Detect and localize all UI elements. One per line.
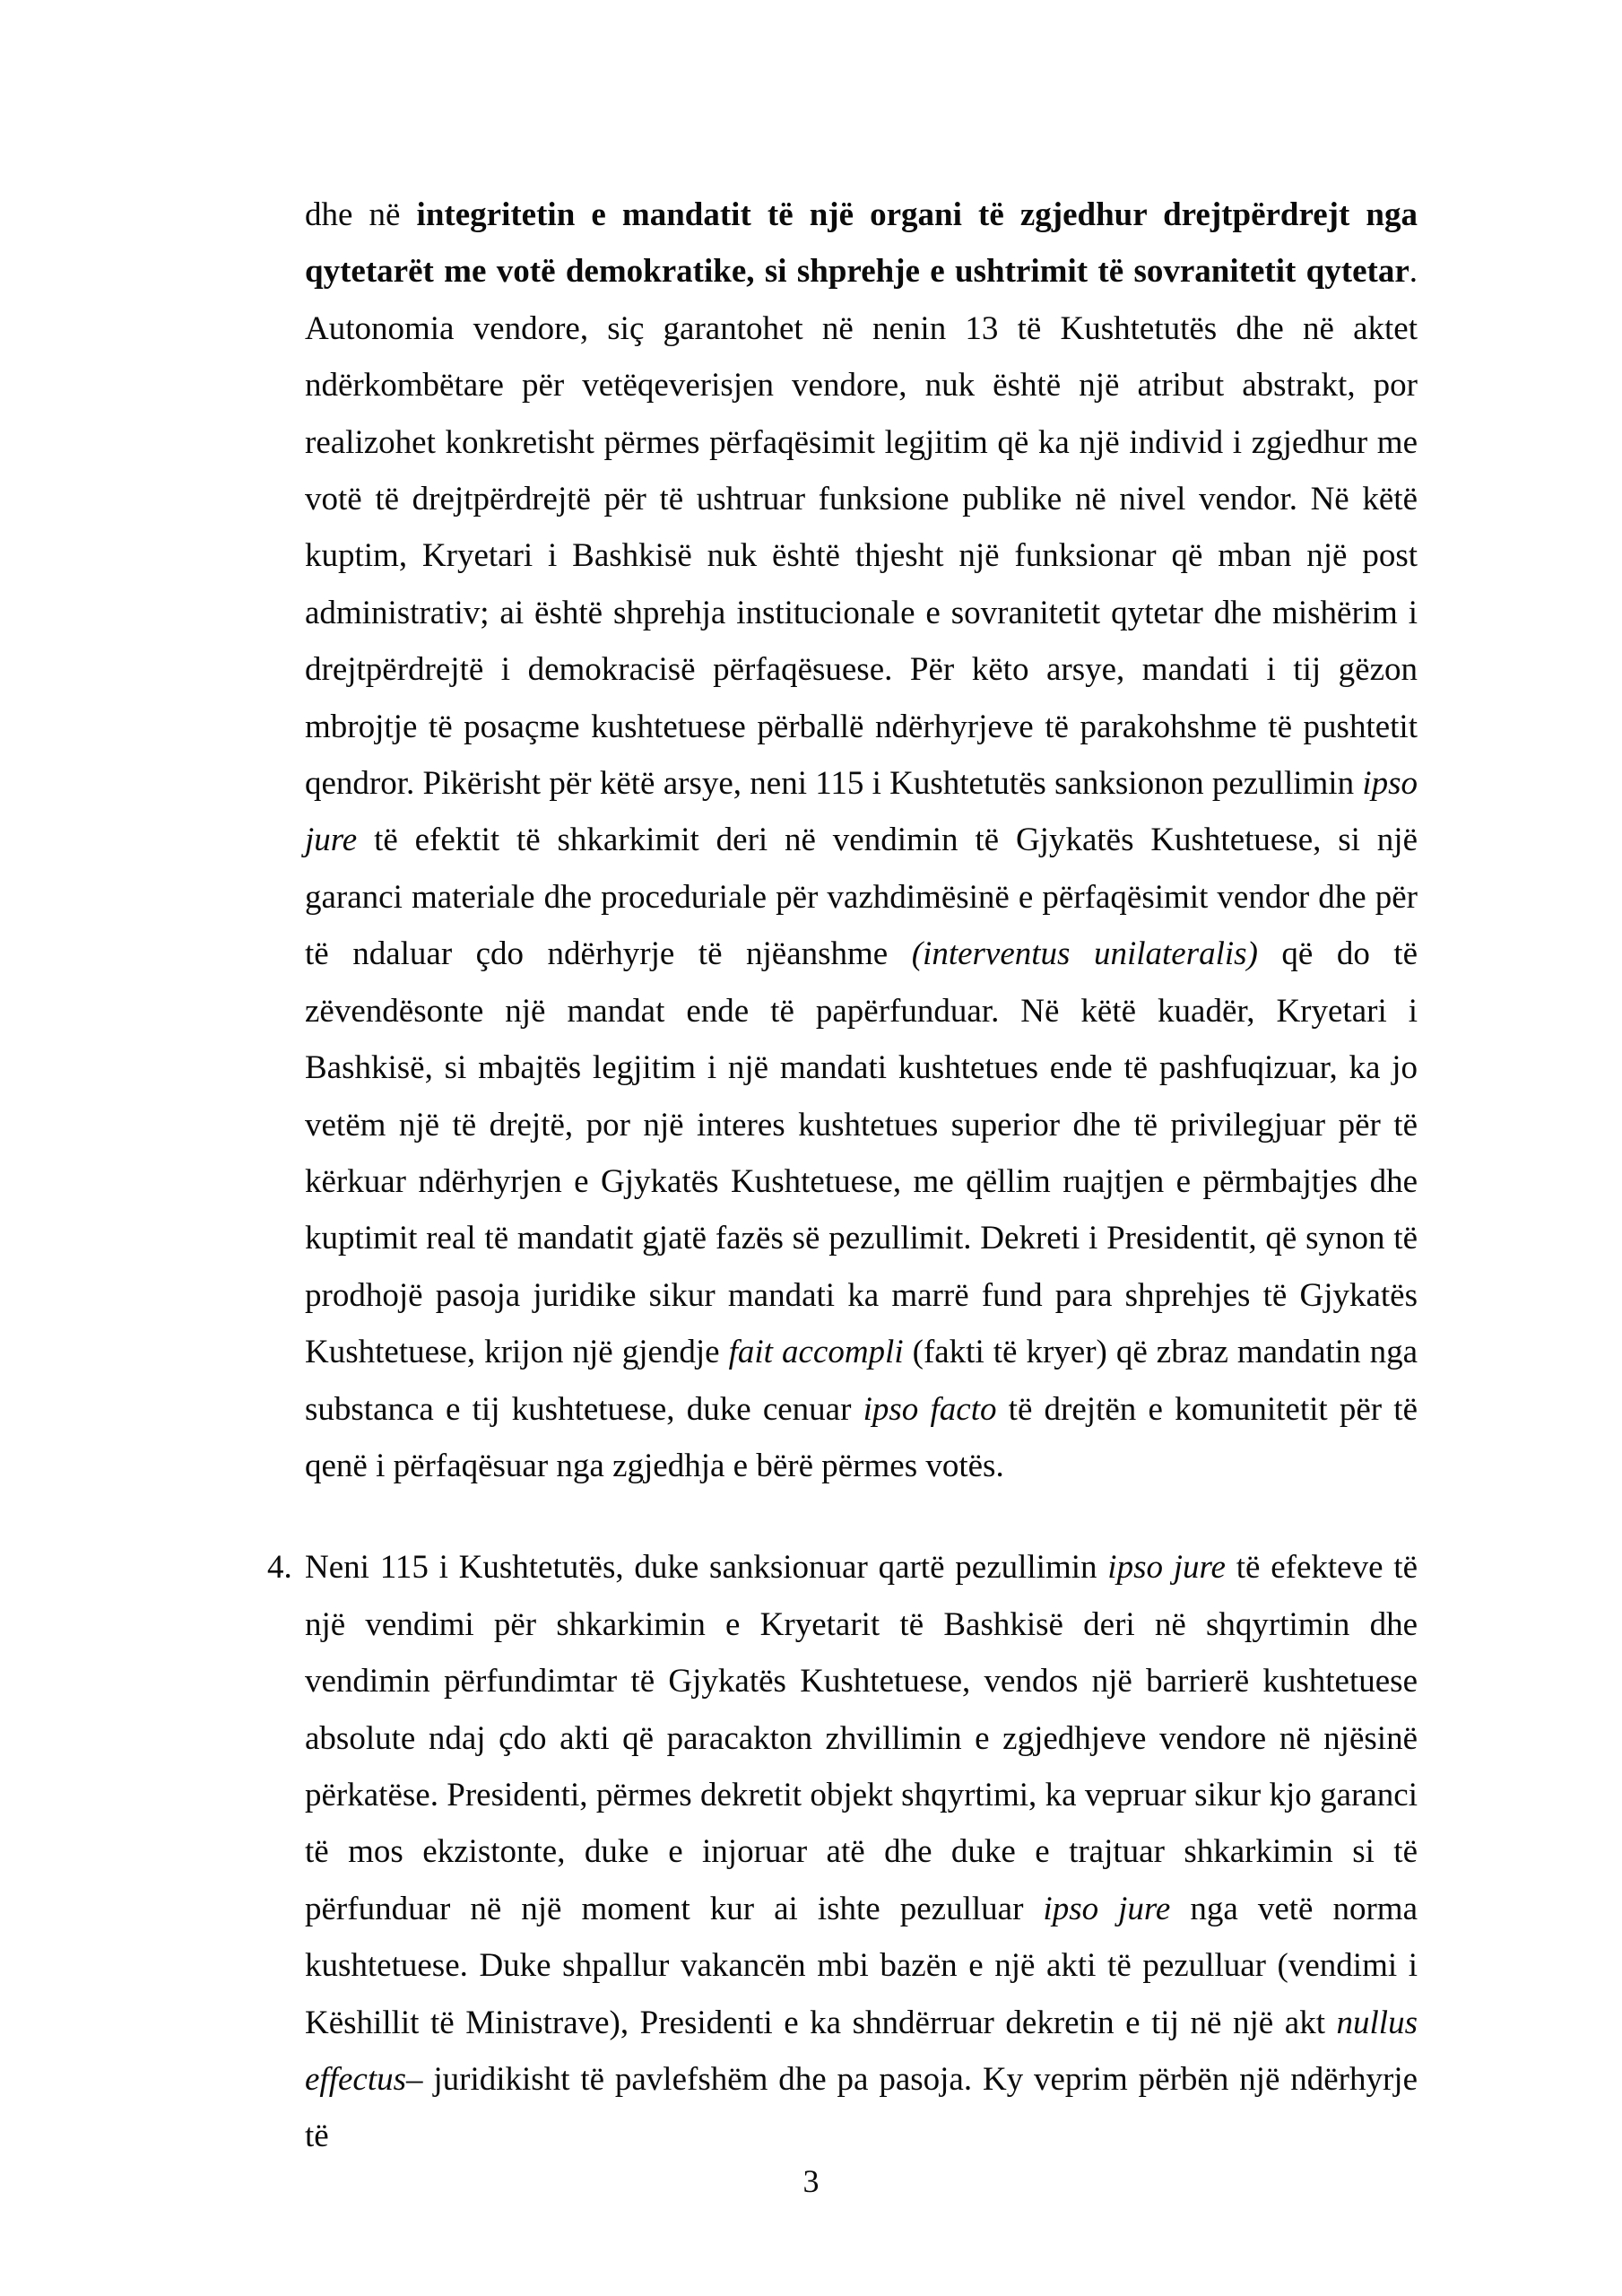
text-run-normal: Neni 115 i Kushtetutës, duke sanksionuar qartë pezullimin bbox=[305, 1549, 1108, 1587]
text-run-italic: ipso jure bbox=[305, 765, 1418, 859]
text-run-normal: dhe në bbox=[305, 196, 417, 233]
text-run-italic: ipso jure bbox=[1107, 1549, 1226, 1587]
item-number: 4. bbox=[267, 1549, 292, 1587]
text-run-normal: të drejtën e komunitetit për të qenë i përfaqësuar nga zgjedhja e bërë përmes votës. bbox=[305, 1390, 1418, 1484]
text-run-normal: që do të zëvendësonte një mandat ende të papërfunduar. Në këtë kuadër, Kryetari i Bashkisë, si mbajtës legjitim i një mandati kushtetues ende të pashfuqizuar, ka jo vetëm një të drejtë, por një interes kushtetues superior dhe të privilegjuar për të kërkuar ndërhyrjen e Gjykatës Kushtetuese, me qëllim ruajtjen e përmbajtjes dhe kuptimit real të mandatit gjatë fazës së pezullimit. Dekreti i Presidentit, që synon të prodhojë pasoja juridike sikur mandati ka marrë fund para shprehjes të Gjykatës Kushtetuese, krijon një gjendje bbox=[305, 935, 1418, 1371]
page-number: 3 bbox=[802, 2163, 820, 2199]
text-block bbox=[267, 187, 1418, 2165]
text-run-normal: të efektit të shkarkimit deri në vendimin të Gjykatës Kushtetuese, si një garanci materiale dhe proceduriale për vazhdimësinë e përfaqësimit vendor dhe për të ndaluar çdo ndërhyrje të njëanshme bbox=[305, 822, 1418, 973]
paragraph-text bbox=[305, 1549, 1418, 2154]
text-run-italic: (interventus unilateralis) bbox=[911, 935, 1258, 973]
text-run-bold: integritetin e mandatit të një organi të zgjedhur drejtpërdrejt nga qytetarët me votë demokratike, si shprehje e ushtrimit të sovranitetit qytetar bbox=[305, 196, 1418, 291]
text-run-italic: nullus effectus bbox=[305, 2004, 1418, 2098]
paragraph-continuation bbox=[305, 187, 1418, 1494]
text-run-italic: ipso facto bbox=[863, 1390, 997, 1428]
text-run-normal: të efekteve të një vendimi për shkarkimin e Kryetarit të Bashkisë deri në shqyrtimin dhe vendimin përfundimtar të Gjykatës Kushtetuese, vendos një barrierë kushtetuese absolute ndaj çdo akti që paracakton zhvillimin e zgjedhjeve vendore në njësinë përkatëse. Presidenti, përmes dekretit objekt shqyrtimi, ka vepruar sikur kjo garanci të mos ekzistonte, duke e injoruar atë dhe duke e trajtuar shkarkimin si të përfunduar në një moment kur ai ishte pezulluar bbox=[305, 1549, 1418, 1927]
text-run-italic: ipso jure bbox=[1043, 1890, 1171, 1927]
text-run-normal: – juridikisht të pavlefshëm dhe pa pasoja. Ky veprim përbën një ndërhyrje të bbox=[305, 2061, 1418, 2155]
text-run-normal: nga vetë norma kushtetuese. Duke shpallur vakancën mbi bazën e një akti të pezulluar (vendimi i Këshillit të Ministrave), Presidenti e ka shndërruar dekretin e tij në një akt bbox=[305, 1890, 1418, 2041]
paragraph-item-4 bbox=[267, 1539, 1418, 2164]
text-run-italic: fait accompli bbox=[728, 1334, 904, 1371]
text-run-normal: (fakti të kryer) që zbraz mandatin nga substanca e tij kushtetuese, duke cenuar bbox=[305, 1334, 1418, 1428]
text-run-normal: . Autonomia vendore, siç garantohet në nenin 13 të Kushtetutës dhe në aktet ndërkombëtare për vetëqeverisjen vendore, nuk është një atribut abstrakt, por realizohet konkretisht përmes përfaqësimit legjitim që ka një individ i zgjedhur me votë të drejtpërdrejtë për të ushtruar funksione publike në nivel vendor. Në këtë kuptim, Kryetari i Bashkisë nuk është thjesht një funksionar që mban një post administrativ; ai është shprehja institucionale e sovranitetit qytetar dhe mishërim i drejtpërdrejtë i demokracisë përfaqësuese. Për këto arsye, mandati i tij gëzon mbrojtje të posaçme kushtetuese përballë ndërhyrjeve të parakohshme të pushtetit qendror. Pikërisht për këtë arsye, neni 115 i Kushtetutës sanksionon pezullimin bbox=[305, 253, 1418, 803]
